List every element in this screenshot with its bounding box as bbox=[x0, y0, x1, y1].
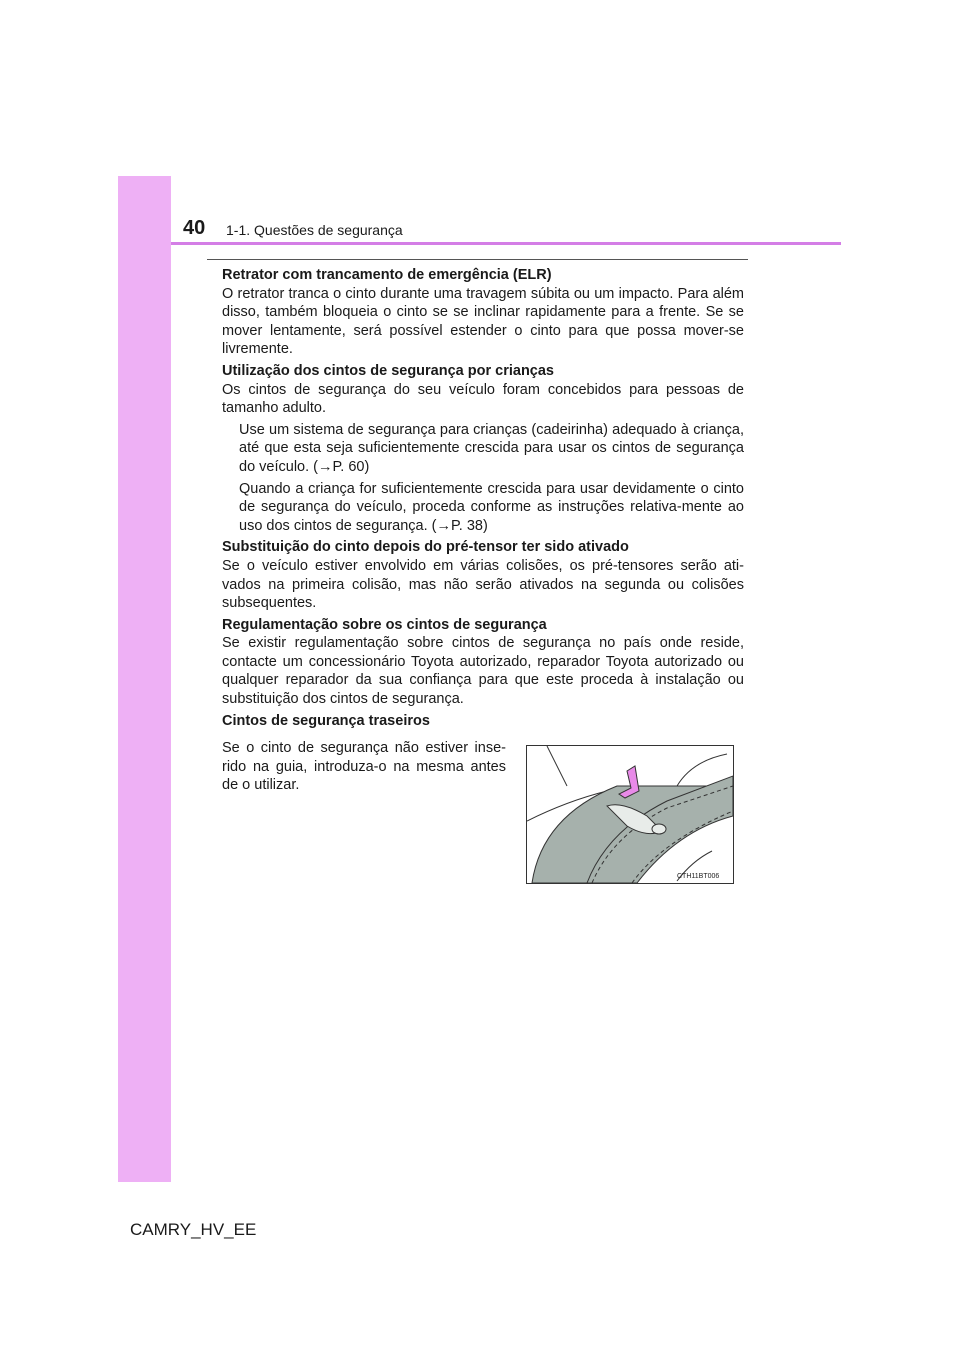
section-paragraph: Se o cinto de segurança não estiver inse-rido na guia, introduza-o na mesma antes de o utilizar. bbox=[222, 740, 506, 794]
section-regulation bbox=[222, 616, 744, 709]
list-item: Use um sistema de segurança para crianças (cadeirinha) adequado à criança, até que esta seja suficientemente crescida para usar os cintos de segurança do veículo. (→P. 60) bbox=[239, 421, 744, 475]
section-paragraph: Se o veículo estiver envolvido em várias colisões, os pré-tensores serão ati-vados na primeira colisão, mas não serão ativados na segunda ou colisões subsequentes. bbox=[222, 557, 744, 612]
page-number: 40 bbox=[183, 217, 206, 239]
seat-belt-guide-illustration bbox=[526, 745, 734, 884]
section-paragraph: Se existir regulamentação sobre cintos de segurança no país onde reside, contacte um concessionário Toyota autorizado, reparador Toyota autorizado ou qualquer reparador da sua confiança para que este proceda à instalação ou substituição dos cintos de segurança. bbox=[222, 635, 744, 708]
page-content bbox=[222, 266, 744, 880]
section-title: 1-1. Questões de segurança bbox=[226, 222, 403, 238]
content-divider bbox=[207, 259, 748, 260]
section-children bbox=[222, 362, 744, 535]
header-divider bbox=[171, 242, 841, 245]
chapter-sidebar-tab bbox=[118, 176, 171, 1182]
list-item: Quando a criança for suficientemente crescida para usar devidamente o cinto de segurança do veículo, proceda conforme as instruções relativa-mente ao uso dos cintos de segurança. (→P. 38) bbox=[239, 480, 744, 534]
section-elr bbox=[222, 266, 744, 359]
section-paragraph: O retrator tranca o cinto durante uma travagem súbita ou um impacto. Para além disso, também bloqueia o cinto se se inclinar rapidamente para a frente. Se se mover lentamente, será possível estender o cinto para que possa mover-se livremente. bbox=[222, 285, 744, 358]
figure-code: CTH11BT006 bbox=[677, 873, 720, 881]
section-heading: Substituição do cinto depois do pré-tensor ter sido ativado bbox=[222, 539, 629, 556]
model-code: CAMRY_HV_EE bbox=[130, 1220, 257, 1239]
section-heading: Retrator com trancamento de emergência (ELR) bbox=[222, 267, 552, 283]
section-rear-belts bbox=[222, 712, 744, 881]
section-heading: Utilização dos cintos de segurança por crianças bbox=[222, 362, 554, 379]
section-heading: Cintos de segurança traseiros bbox=[222, 712, 430, 729]
section-pretensioner bbox=[222, 538, 744, 612]
section-heading: Regulamentação sobre os cintos de segurança bbox=[222, 616, 547, 633]
seat-belt-guide-drawing bbox=[527, 746, 733, 883]
section-paragraph: Os cintos de segurança do seu veículo foram concebidos para pessoas de tamanho adulto. bbox=[222, 381, 744, 417]
